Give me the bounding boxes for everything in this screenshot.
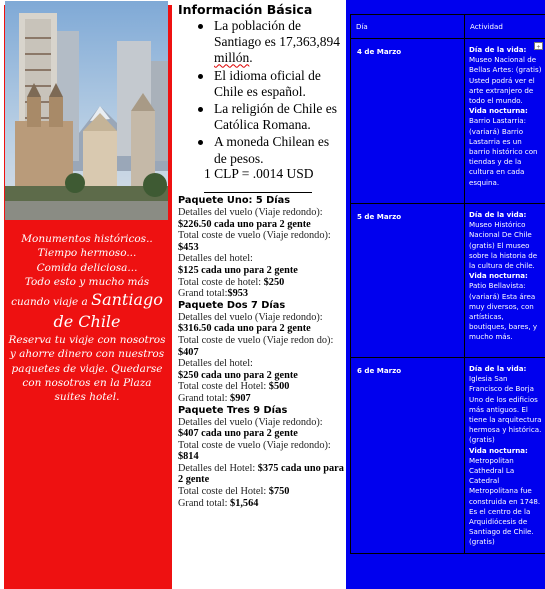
grand-total-value: $907	[230, 392, 251, 404]
info-bullet-text: La religión de Chile es Católica Romana.	[214, 101, 337, 133]
day-cell: 6 de Marzo	[351, 358, 465, 554]
hotel-details-label: Detalles del Hotel:	[178, 462, 256, 474]
info-bullet-list	[194, 18, 342, 168]
hotel-total-line	[178, 486, 344, 498]
package-block	[178, 405, 344, 510]
flight-details-label: Detalles del vuelo (Viaje redondo):	[178, 207, 323, 218]
flight-details-value: $226.50 cada uno para 2 gente	[178, 218, 311, 230]
hotel-details-value: $375 cada uno para 2 gente	[178, 462, 344, 486]
night-life-label: Vida nocturna:	[469, 445, 528, 455]
hotel-details-label: Detalles del hotel:	[178, 358, 253, 370]
hotel-details-value: $125 cada uno para 2 gente	[178, 264, 298, 276]
grand-total-value: $953	[227, 288, 249, 300]
flight-details-label: Detalles del vuelo (Viaje redondo):	[178, 416, 323, 428]
activity-cell	[465, 358, 545, 554]
promo-line-monuments: Monumentos históricos..	[21, 233, 153, 245]
info-bullet-text: .	[249, 50, 253, 66]
hotel-total-line	[178, 381, 344, 393]
hotel-details-value: $250 cada uno para 2 gente	[178, 369, 298, 381]
table-move-handle-icon[interactable]: +	[534, 42, 543, 50]
header-day: Día	[351, 15, 465, 39]
promo-travel-text: cuando viaje a	[11, 296, 88, 309]
promo-city: Santiago	[91, 290, 163, 310]
schedule-table	[350, 14, 545, 554]
day-cell: 5 de Marzo	[351, 204, 465, 358]
table-row	[351, 358, 545, 554]
table-row	[351, 39, 545, 204]
flight-total-value: $407	[178, 346, 199, 358]
flight-details-value: $407 cada uno para 2 gente	[178, 428, 298, 440]
packages-list	[178, 195, 344, 509]
hotel-total-label: Total coste de hotel:	[178, 276, 262, 288]
hotel-total-label: Total coste del Hotel:	[178, 381, 267, 393]
grand-total-line	[178, 498, 344, 510]
night-life-text: Metropolitan Cathedral La Catedral Metropolitana fue construida en 1748. Es el centro de la Arquidiócesis de Santiago de Chile. (gratis)	[469, 455, 541, 547]
night-life-label: Vida nocturna:	[469, 106, 528, 116]
package-block	[178, 300, 344, 405]
hotel-details-line	[178, 463, 344, 486]
grand-total-label: Grand total:	[178, 392, 228, 404]
grand-total-line	[178, 393, 344, 405]
day-life-label: Día de la vida:	[469, 45, 527, 54]
flight-total-label: Total coste de vuelo (Viaje redondo):	[178, 439, 331, 451]
exchange-rate: 1 CLP = .0014 USD	[204, 166, 314, 181]
promo-country: de Chile	[53, 312, 121, 332]
schedule-header-row	[351, 15, 545, 39]
flight-total-value: $814	[178, 451, 199, 463]
grand-total-label: Grand total:	[178, 288, 228, 300]
hotel-total-value: $750	[268, 486, 290, 498]
flight-total-value: $453	[178, 241, 199, 253]
hotel-total-value: $250	[263, 276, 285, 288]
hotel-details-line	[178, 370, 344, 382]
flight-total-line	[178, 335, 344, 358]
info-bullet-text: A moneda Chilean es de pesos.	[214, 134, 330, 166]
promo-text	[6, 232, 168, 405]
package-title: Paquete Uno: 5 Días	[178, 195, 291, 206]
activity-cell	[465, 39, 545, 204]
day-life-label: Día de la vida:	[469, 210, 527, 219]
package-block	[178, 195, 344, 300]
hotel-total-value: $500	[268, 381, 290, 393]
day-life-text: Iglesia San Francisco de Borja Uno de los edificios más antiguos. El tiene la arquitectura hermosa y histórica.(gratis)	[469, 374, 542, 445]
grand-total-line	[178, 288, 344, 300]
flight-total-label: Total coste de vuelo (Viaje redondo):	[178, 230, 331, 242]
santiago-photo	[5, 1, 168, 220]
info-bullet-religion	[194, 101, 342, 133]
package-title: Paquete Tres 9 Días	[178, 404, 288, 416]
divider-line	[204, 192, 312, 193]
hotel-total-label: Total coste del Hotel:	[178, 486, 267, 498]
info-title: Información Básica	[178, 2, 313, 17]
promo-line-all: Todo esto y mucho más	[24, 275, 150, 288]
promo-line-weather: Tiempo hermoso...	[37, 247, 137, 260]
day-life-text: Museo Histórico Nacional De Chile (gratis) El museo sobre la historia de la cultura de chile.	[469, 220, 538, 271]
info-bullet-text: La población de Santiago es 17,363,894	[214, 18, 340, 50]
night-life-text: Patio Bellavista: (variará) Esta área muy diversos, con artísticas, boutiques, bares, y mucho más.	[469, 281, 538, 342]
activity-cell	[465, 204, 545, 358]
promo-line-food: Comida deliciosa...	[36, 261, 138, 274]
grand-total-label: Grand total:	[178, 497, 228, 509]
header-activity: Actividad	[465, 15, 545, 39]
info-bullet-language	[194, 68, 342, 100]
middle-column	[174, 0, 346, 589]
table-row	[351, 204, 545, 358]
night-life-text: Barrio Lastarria: (variará) Barrio Lastarria es un barrio histórico con tiendas y de la cultura en cada esquina.	[469, 116, 538, 187]
spelling-flag: millón	[214, 50, 250, 66]
info-bullet-currency	[194, 134, 342, 166]
flight-total-label: Total coste de vuelo (Viaje redon do):	[178, 334, 334, 346]
info-bullet-text: El idioma oficial de Chile es español.	[214, 67, 321, 99]
day-life-label: Día de la vida:	[469, 364, 527, 373]
grand-total-value: $1,564	[230, 497, 259, 509]
info-bullet-population	[194, 18, 342, 67]
hotel-total-line	[178, 277, 344, 289]
day-life-text: Museo Nacional de Bellas Artes: (gratis) Usted podrá ver el arte extranjero de todo el mundo.	[469, 55, 542, 106]
hotel-details-label: Detalles del hotel:	[178, 253, 253, 265]
night-life-label: Vida nocturna:	[469, 271, 528, 281]
promo-reserve: Reserva tu viaje con nosotros y ahorre dinero con nuestros paquetes de viaje. Quedarse con nosotros en la Plaza suites hotel.	[8, 334, 166, 404]
flight-details-label: Detalles del vuelo (Viaje redondo):	[178, 311, 323, 323]
promo-line-travel	[6, 289, 168, 311]
day-cell: 4 de Marzo	[351, 39, 465, 204]
package-title: Paquete Dos 7 Días	[178, 299, 286, 311]
flight-details-value: $316.50 cada uno para 2 gente	[178, 323, 311, 335]
